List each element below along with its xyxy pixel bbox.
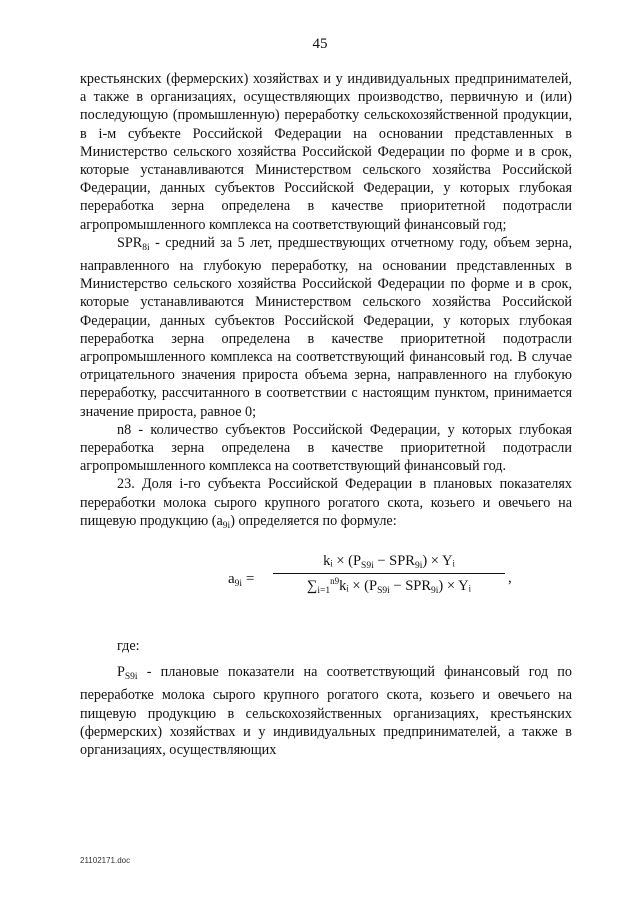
formula-denominator: $\sum_{i=1}^{n9}kᵢ \times (P_{S9i} - SPR_{9i})$ × Yᵢ — [273, 573, 505, 596]
formula-a9i — [80, 549, 572, 617]
paragraph-n8-definition: n8 - количество субъектов Российской Федерации, у которых глубокая переработка зерна определена в качестве приоритетной подотрасли агропромышленного комплекса на соответствующий финансовый год. — [80, 421, 572, 475]
p-symbol: $P_{S9i}$ — [117, 664, 138, 683]
formula-fraction — [273, 553, 505, 596]
document-body — [80, 70, 572, 759]
formula-comma: , — [508, 570, 512, 587]
page-number: 45 — [312, 36, 328, 52]
where-label: где: — [117, 638, 140, 655]
paragraph-p-definition: $P_{S9i}$ - плановые показатели на соответствующий финансовый год по переработке молока сырого крупного рогатого скота, козьего и овечьего на пищевую продукцию в сельскохозяйственных организациях, крестьянских (фермерских) хозяйствах и у индивидуальных предпринимателей, а также в организациях, осуществляющих — [80, 664, 572, 759]
paragraph-section-23: 23. Доля i-го субъекта Российской Федерации в плановых показателях переработки молока сырого крупного рогатого скота, козьего и овечьего на пищевую продукцию $(a_{9i})$ определяется по формуле: — [80, 476, 572, 531]
paragraph-continuation: крестьянских (фермерских) хозяйствах и у индивидуальных предпринимателей, а также в организациях, осуществляющих производство, первичную и (или) последующую (промышленную) переработку сельскохозяйственной продукции, в i-м субъекте Российской Федерации на основании представленных в Министерство сельского хозяйства Российской Федерации по форме и в срок, которые устанавливаются Министерством сельского хозяйства Российской Федерации, данных субъектов Российской Федерации, у которых глубокая переработка зерна определена в качестве приоритетной подотрасли агропромышленного комплекса на соответствующий финансовый год; — [80, 71, 572, 233]
paragraph-spr-definition: $SPR_{8i}$ - средний за 5 лет, предшествующих отчетному году, объем зерна, направленного на глубокую переработку, на основании представленных в Министерство сельского хозяйства Российской Федерации по форме и в срок, которые устанавливаются Министерством сельского хозяйства Российской Федерации, данных субъектов Российской Федерации, у которых глубокая переработка зерна определена в качестве приоритетной подотрасли агропромышленного комплекса на соответствующий финансовый год. В случае отрицательного значения прироста объема зерна, направленного на глубокую переработку, рассчитанного в соответствии с настоящим пунктом, принимается значение прироста, равное 0; — [80, 234, 572, 420]
spr-symbol: $SPR_{8i}$ — [117, 234, 150, 253]
formula-lhs: $a_{9i}$ = — [228, 571, 255, 590]
document-footer-filename: 21102171.doc — [80, 856, 131, 865]
a-subscript: 9i — [222, 520, 231, 531]
formula-numerator: kᵢ × $(P_{S9i} - SPR_{9i})$ × Yᵢ — [323, 553, 455, 572]
